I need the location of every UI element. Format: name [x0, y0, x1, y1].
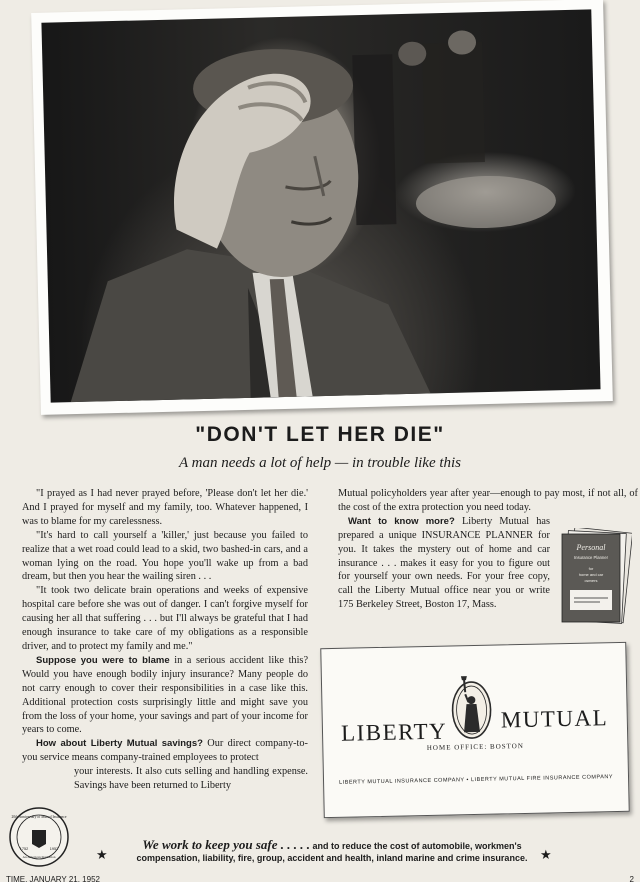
anniversary-seal: [8, 806, 70, 868]
body-text: in a serious accident like this? Would you have enough bodily injury insurance? Many people do not carry enough to cover their responsibilities in a case like this. Additional protection costs surprisingly little and might save you from the loss of your home, your savings and part of your income for years to come.: [22, 654, 309, 736]
tagline-line1: and to reduce the cost of automobile, workmen's: [312, 841, 522, 851]
headline: "DON'T LET HER DIE": [195, 423, 445, 446]
photo-illustration: [41, 9, 600, 402]
seal-year-right: 1952: [49, 847, 59, 851]
statue-of-liberty-icon: [447, 674, 496, 741]
page-info: TIME, JANUARY 21, 1952: [6, 876, 100, 882]
page-number: 2: [629, 876, 634, 882]
photo-frame: [31, 0, 613, 415]
tagline-line2: compensation, liability, fire, group, accident and health, inland marine and crime insurance.: [136, 853, 528, 863]
body-paragraph: "It's hard to call yourself a 'killer,' just because you failed to realize that a wet road could lead to a skid, two bashed-in cars, and a woman lying on the road. You hope you'll wake up from a bad dream, but then you hear the wailing siren . . .: [22, 529, 308, 583]
planner-title: Personal: [576, 543, 606, 552]
body-paragraph: "It took two delicate brain operations and weeks of expensive hospital care before she was out of danger. I can't forgive myself for causing her all that suffering . . . but I'll always be grateful that I had enough insurance to take care of my obligations as a responsible driver, and to protect my family and me.": [22, 585, 308, 652]
runin-heading: Want to know more?: [348, 515, 455, 527]
planner-subtitle: Insurance Planner: [574, 555, 608, 560]
tagline: [112, 839, 552, 864]
runin-heading: How about Liberty Mutual savings?: [36, 738, 203, 750]
logo-word-liberty: LIBERTY: [340, 718, 448, 746]
company-names: LIBERTY MUTUAL INSURANCE COMPANY • LIBERTY MUTUAL FIRE INSURANCE COMPANY: [339, 774, 614, 786]
body-left-column: [22, 487, 308, 793]
body-text: Liberty Mutual has prepared a unique INSURANCE PLANNER for you. It takes the mystery out of home and car insurance . . . makes it easy for you to figure out for yourself your own needs. For your free copy, call the Liberty Mutual office near you or write 175 Berkeley Street, Boston 17, Mass.: [338, 515, 551, 611]
seal-top-text: 20th Anniversary of Mutual Insurance: [11, 815, 67, 819]
body-text: Our direct company-to-you service means company-trained employees to protect: [22, 738, 308, 764]
logo-word-mutual: MUTUAL: [500, 705, 609, 733]
seal-year-left: 1752: [19, 847, 29, 851]
home-office-text: HOME OFFICE: BOSTON: [426, 741, 524, 753]
subheadline: A man needs a lot of help — in trouble like this: [178, 455, 462, 471]
star-icon: ★: [540, 847, 552, 862]
planner-line: for: [588, 566, 594, 571]
runin-heading: Suppose you were to blame: [36, 654, 170, 666]
insurance-planner-booklet: [560, 528, 632, 624]
seal-bottom-text: An American Institution: [22, 855, 56, 859]
body-paragraph: your interests. It also cuts selling and handling expense. Savings have been returned to Liberty: [74, 766, 308, 792]
star-icon: ★: [96, 847, 108, 862]
body-paragraph: [338, 515, 550, 612]
page-footer: [0, 876, 640, 882]
body-paragraph: [22, 737, 308, 765]
body-paragraph: "I prayed as I had never prayed before, 'Please don't let her die.' And I prayed for myself and my family, too. Whatever happened, I was to blame for my carelessness.: [22, 488, 308, 527]
body-paragraph: Mutual policyholders year after year—enough to pay most, if not all, of the cost of the extra protection you need today.: [338, 488, 638, 513]
tagline-lead: We work to keep you safe . . . . .: [142, 837, 310, 852]
photo-distressed-man: [41, 9, 600, 402]
body-paragraph: [22, 654, 308, 737]
planner-line: owners: [584, 578, 598, 583]
planner-line: home and car: [578, 572, 604, 577]
liberty-mutual-logo-card: [320, 642, 629, 818]
